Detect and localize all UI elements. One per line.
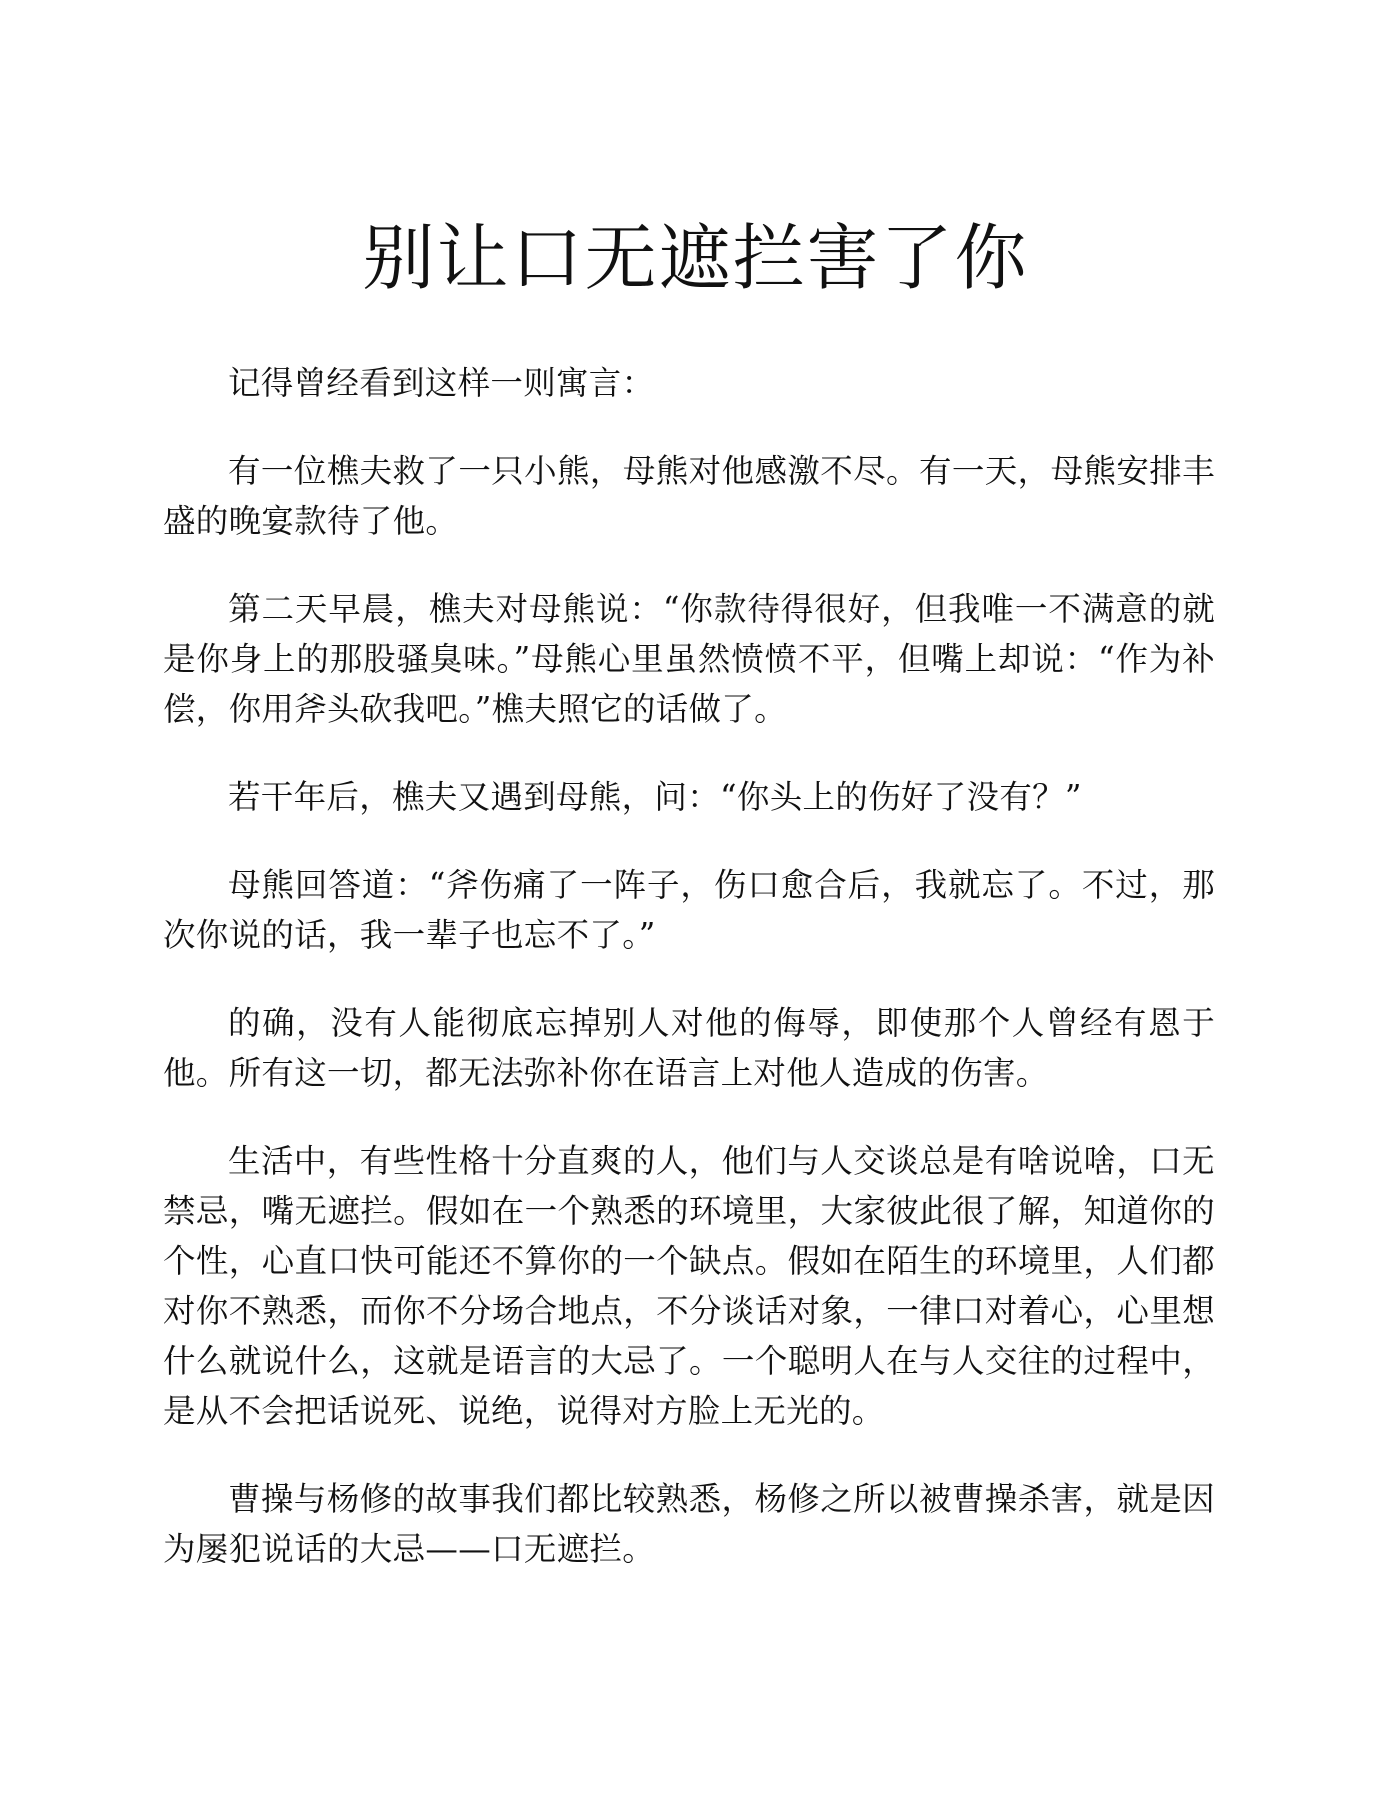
paragraph: 记得曾经看到这样一则寓言： (228, 364, 655, 402)
paragraph: 第二天早晨，樵夫对母熊说：“你款待得很好，但我唯一不满意的就是你身上的那股骚臭味。”母熊心里虽然愤愤不平，但嘴上却说：“作为补偿，你用斧头砍我吧。”樵夫照它的话做了。 (163, 590, 1215, 728)
paragraph: 母熊回答道：“斧伤痛了一阵子，伤口愈合后，我就忘了。不过，那次你说的话，我一辈子也忘不了。” (163, 866, 1215, 954)
paragraph: 的确，没有人能彻底忘掉别人对他的侮辱，即使那个人曾经有恩于他。所有这一切，都无法弥补你在语言上对他人造成的伤害。 (163, 1004, 1215, 1092)
paragraph: 有一位樵夫救了一只小熊，母熊对他感激不尽。有一天，母熊安排丰盛的晚宴款待了他。 (163, 452, 1215, 540)
document-title: 别让口无遮拦害了你 (362, 216, 1029, 300)
paragraph: 曹操与杨修的故事我们都比较熟悉，杨修之所以被曹操杀害，就是因为屡犯说话的大忌——口无遮拦。 (163, 1480, 1215, 1568)
document-body (163, 358, 1215, 1612)
paragraph: 生活中，有些性格十分直爽的人，他们与人交谈总是有啥说啥，口无禁忌，嘴无遮拦。假如在一个熟悉的环境里，大家彼此很了解，知道你的个性，心直口快可能还不算你的一个缺点。假如在陌生的环境里，人们都对你不熟悉，而你不分场合地点，不分谈话对象，一律口对着心，心里想什么就说什么，这就是语言的大忌了。一个聪明人在与人交往的过程中，是从不会把话说死、说绝，说得对方脸上无光的。 (163, 1142, 1215, 1430)
paragraph: 若干年后，樵夫又遇到母熊，问：“你头上的伤好了没有？” (228, 778, 1082, 816)
